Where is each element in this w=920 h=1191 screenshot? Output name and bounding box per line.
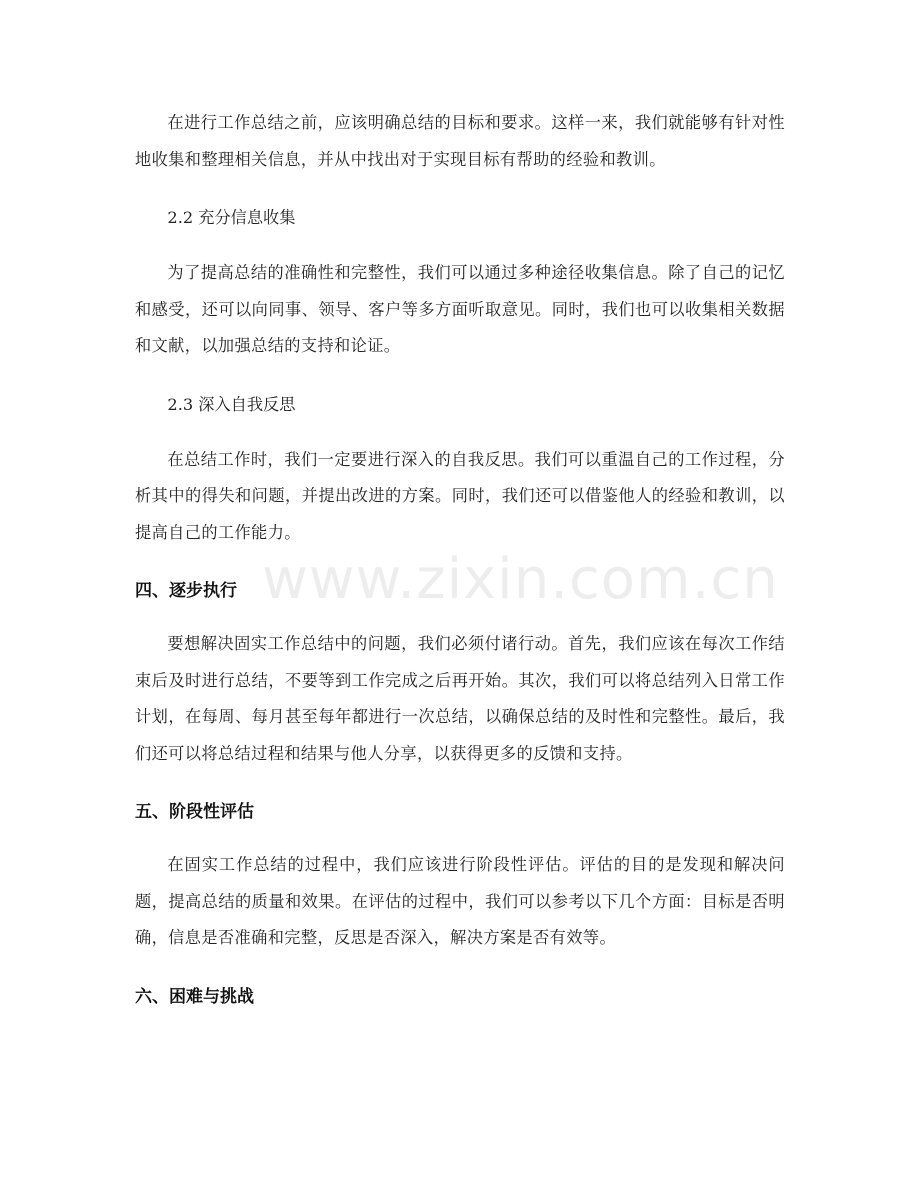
subheading-2-3: 2.3 深入自我反思 (167, 394, 296, 414)
subheading-2-2: 2.2 充分信息收集 (167, 208, 296, 227)
paragraph-self-reflection: 在总结工作时，我们一定要进行深入的自我反思。我们可以重温自己的工作过程，分析其中的得失和问题，并提出改进的方案。同时，我们还可以借鉴他人的经验和教训，以提高自己的工作能力。 (135, 449, 785, 542)
watermark: www.zixin.com.cn (262, 547, 779, 612)
paragraph-evaluation: 在固实工作总结的过程中，我们应该进行阶段性评估。评估的目的是发现和解决问题，提高总结的质量和效果。在评估的过程中，我们可以参考以下几个方面：目标是否明确，信息是否准确和完整，反思是否深入，解决方案是否有效等。 (135, 855, 785, 947)
paragraph-execution: 要想解决固实工作总结中的问题，我们必须付诸行动。首先，我们应该在每次工作结束后及时进行总结，不要等到工作完成之后再开始。其次，我们可以将总结列入日常工作计划，在每周、每月甚至每年都进行一次总结，以确保总结的及时性和完整性。最后，我们还可以将总结过程和结果与他人分享，以获得更多的反馈和支持。 (135, 634, 785, 763)
section-heading-6: 六、困难与挑战 (135, 986, 254, 1007)
paragraph-collect-info: 为了提高总结的准确性和完整性，我们可以通过多种途径收集信息。除了自己的记忆和感受，还可以向同事、领导、客户等多方面听取意见。同时，我们也可以收集相关数据和文献，以加强总结的支持和论证。 (135, 263, 785, 355)
paragraph-define-goals: 在进行工作总结之前，应该明确总结的目标和要求。这样一来，我们就能够有针对性地收集和整理相关信息，并从中找出对于实现目标有帮助的经验和教训。 (135, 113, 785, 169)
section-heading-4: 四、逐步执行 (135, 581, 237, 601)
section-heading-5: 五、阶段性评估 (135, 802, 254, 822)
document-body (135, 105, 785, 1032)
